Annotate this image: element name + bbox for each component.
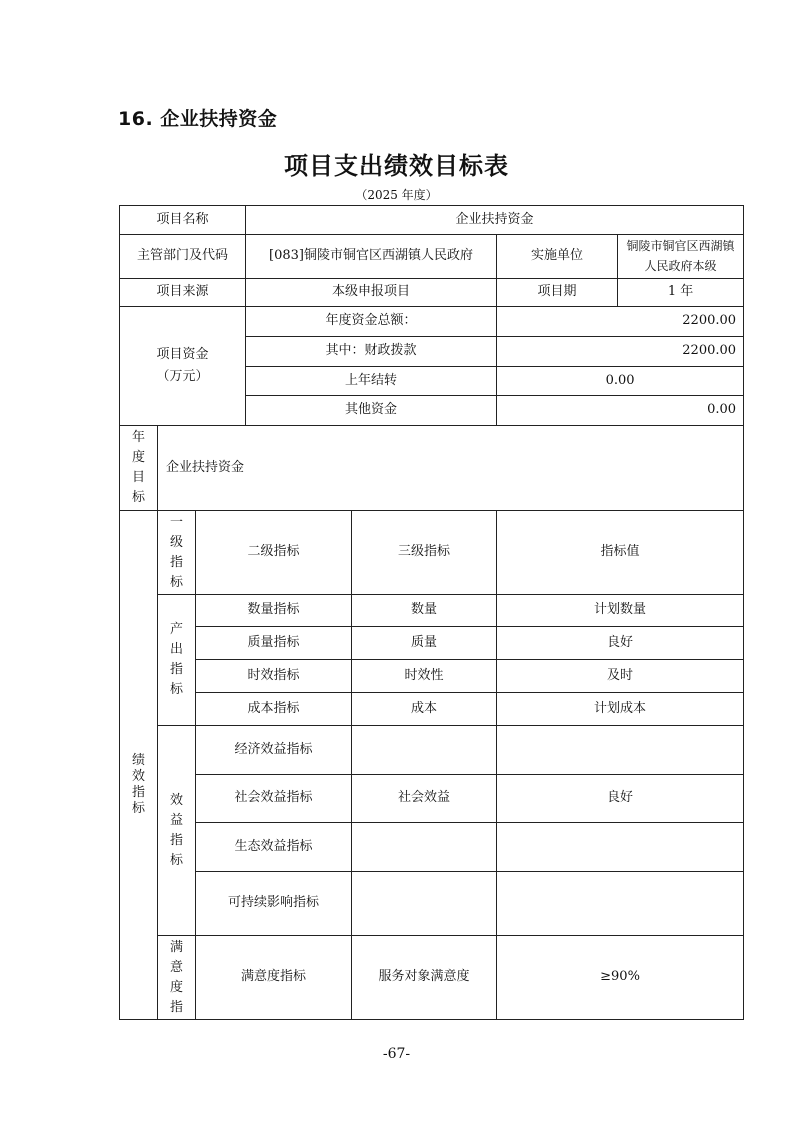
- benefit-value: [497, 726, 744, 775]
- project-funds-label-line2: （万元）: [156, 369, 209, 384]
- group-label-char: 绩: [131, 753, 145, 768]
- indicator-header-row: [120, 511, 744, 595]
- benefit-level2: 社会效益指标: [196, 775, 352, 823]
- benefit-indicator-row: [120, 823, 744, 872]
- group-label-char: 标: [131, 801, 145, 816]
- project-name-label: 项目名称: [120, 206, 246, 235]
- funds-total-row: [120, 307, 744, 337]
- output-indicator-row: [120, 595, 744, 627]
- document-year: （2025 年度）: [355, 188, 438, 202]
- benefit-value: 良好: [497, 775, 744, 823]
- fiscal-appropriation-value: 2200.00: [497, 337, 744, 367]
- output-label-char: 标: [169, 682, 183, 697]
- satisfaction-level2: 满意度指标: [196, 936, 352, 1020]
- level1-header-char: 一: [169, 514, 183, 530]
- benefit-level3: [352, 823, 497, 872]
- output-value: 及时: [497, 660, 744, 693]
- benefit-label-char: 效: [169, 792, 183, 808]
- satisfaction-label-char: 满: [169, 939, 183, 955]
- output-label-char: 产: [169, 622, 183, 637]
- satisfaction-level3: 服务对象满意度: [352, 936, 497, 1020]
- project-name-value: 企业扶持资金: [246, 206, 744, 235]
- benefit-value: [497, 823, 744, 872]
- output-value: 计划数量: [497, 595, 744, 627]
- satisfaction-indicator-label: [158, 936, 196, 1020]
- page-number: -67-: [382, 1046, 411, 1062]
- output-indicator-label: [158, 595, 196, 726]
- satisfaction-label-char: 意: [169, 959, 183, 975]
- project-period-value: 1 年: [618, 279, 744, 307]
- output-indicator-row: [120, 693, 744, 726]
- satisfaction-label-char: 指: [169, 999, 183, 1015]
- annual-goal-text: 企业扶持资金: [158, 426, 744, 511]
- output-level3: 数量: [352, 595, 497, 627]
- annual-goal-label: [120, 426, 158, 511]
- department-row: [120, 235, 744, 279]
- level3-indicator-header: 三级指标: [352, 511, 497, 595]
- other-funds-label: 其他资金: [246, 396, 497, 426]
- output-level3: 时效性: [352, 660, 497, 693]
- carry-over-label: 上年结转: [246, 367, 497, 396]
- group-label-char: 指: [131, 785, 145, 800]
- benefit-label-char: 标: [169, 852, 183, 868]
- implementing-unit-label: 实施单位: [497, 235, 618, 279]
- indicator-value-header: 指标值: [497, 511, 744, 595]
- output-level2: 数量指标: [196, 595, 352, 627]
- output-level3: 成本: [352, 693, 497, 726]
- carry-over-value: 0.00: [497, 367, 744, 396]
- output-indicator-row: [120, 660, 744, 693]
- project-source-value: 本级申报项目: [246, 279, 497, 307]
- project-source-label: 项目来源: [120, 279, 246, 307]
- output-value: 良好: [497, 627, 744, 660]
- project-funds-label: [120, 307, 246, 426]
- output-indicator-row: [120, 627, 744, 660]
- annual-goal-char: 度: [131, 450, 145, 465]
- satisfaction-value: ≥90%: [497, 936, 744, 1020]
- benefit-label-char: 指: [169, 832, 183, 848]
- project-funds-label-line1: 项目资金: [156, 347, 209, 362]
- output-level2: 时效指标: [196, 660, 352, 693]
- annual-total-value: 2200.00: [497, 307, 744, 337]
- department-value: [083]铜陵市铜官区西湖镇人民政府: [246, 235, 497, 279]
- performance-indicator-group-label: [120, 511, 158, 1020]
- annual-goal-char: 年: [131, 430, 145, 445]
- output-level2: 成本指标: [196, 693, 352, 726]
- benefit-label-char: 益: [169, 812, 183, 828]
- group-label-char: 效: [131, 769, 145, 784]
- benefit-level3: 社会效益: [352, 775, 497, 823]
- department-label: 主管部门及代码: [120, 235, 246, 279]
- benefit-level3: [352, 872, 497, 936]
- annual-goal-char: 目: [131, 470, 145, 485]
- performance-target-table: [119, 205, 744, 1020]
- benefit-value: [497, 872, 744, 936]
- benefit-level3: [352, 726, 497, 775]
- benefit-indicator-row: [120, 726, 744, 775]
- output-level2: 质量指标: [196, 627, 352, 660]
- benefit-indicator-row: [120, 775, 744, 823]
- project-name-row: [120, 206, 744, 235]
- document-title: 项目支出绩效目标表: [284, 152, 509, 180]
- annual-total-label: 年度资金总额：: [246, 307, 497, 337]
- satisfaction-label-char: 度: [169, 979, 183, 995]
- other-funds-value: 0.00: [497, 396, 744, 426]
- output-label-char: 出: [169, 642, 183, 657]
- project-period-label: 项目期: [497, 279, 618, 307]
- source-row: [120, 279, 744, 307]
- benefit-level2: 可持续影响指标: [196, 872, 352, 936]
- level1-indicator-header: [158, 511, 196, 595]
- output-level3: 质量: [352, 627, 497, 660]
- fiscal-appropriation-label: 其中：财政拨款: [246, 337, 497, 367]
- level2-indicator-header: 二级指标: [196, 511, 352, 595]
- satisfaction-indicator-row: [120, 936, 744, 1020]
- level1-header-char: 指: [169, 554, 183, 570]
- annual-goal-char: 标: [131, 490, 145, 505]
- output-label-char: 指: [169, 662, 183, 677]
- benefit-level2: 经济效益指标: [196, 726, 352, 775]
- benefit-level2: 生态效益指标: [196, 823, 352, 872]
- level1-header-char: 级: [169, 534, 183, 550]
- output-value: 计划成本: [497, 693, 744, 726]
- implementing-unit-value: 铜陵市铜官区西湖镇人民政府本级: [618, 235, 744, 279]
- annual-goal-row: [120, 426, 744, 511]
- benefit-indicator-row: [120, 872, 744, 936]
- section-heading: 16. 企业扶持资金: [118, 108, 278, 130]
- level1-header-char: 标: [169, 574, 183, 590]
- benefit-indicator-label: [158, 726, 196, 936]
